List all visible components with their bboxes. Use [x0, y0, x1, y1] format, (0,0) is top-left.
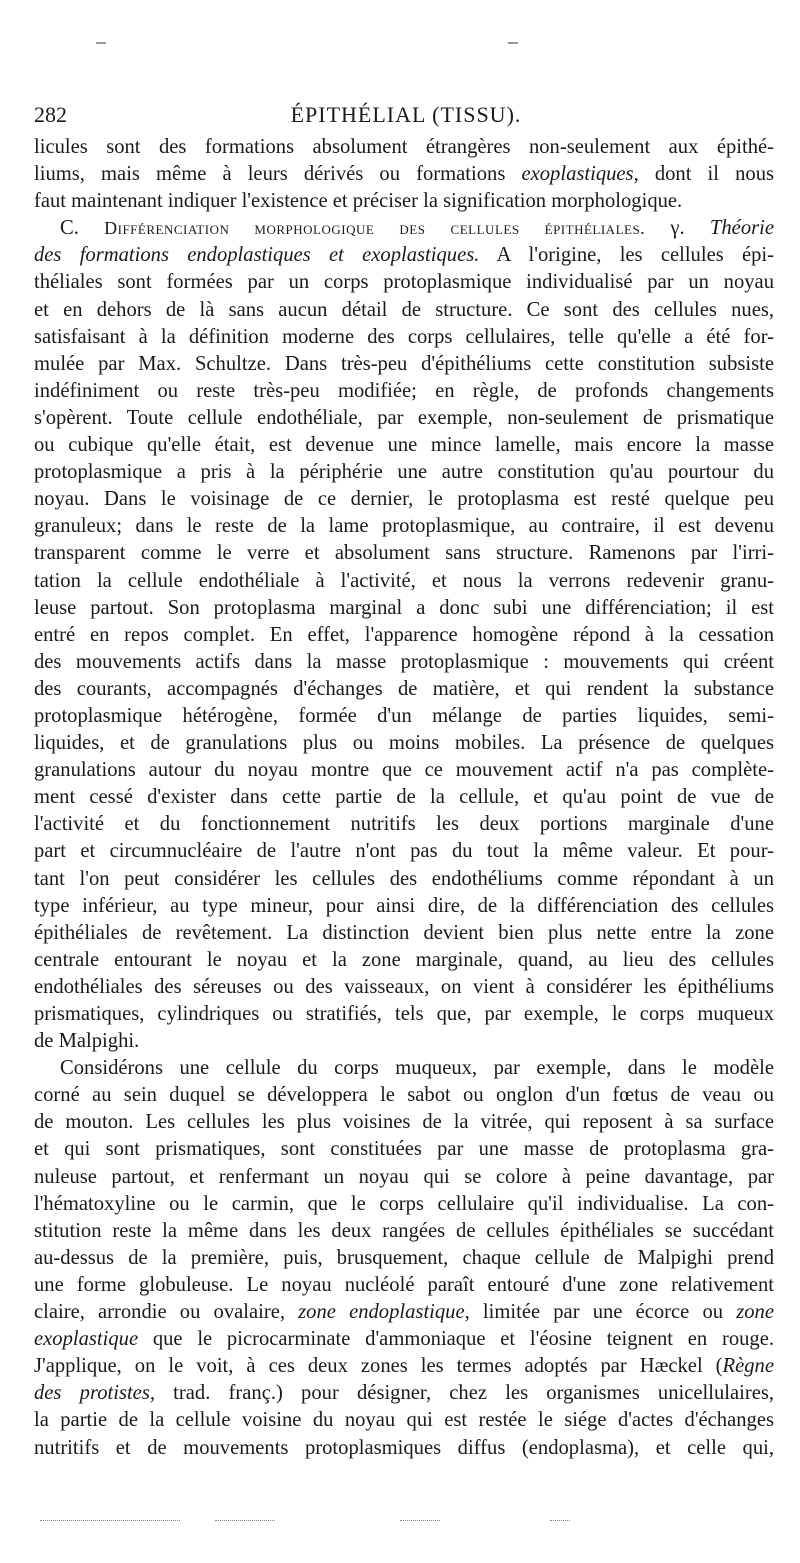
running-head: ÉPITHÉLIAL (TISSU). — [290, 102, 522, 127]
text-line — [34, 784, 774, 811]
text-segment: licules sont des formations absolument étrangères non-seulement aux épithé- — [34, 136, 774, 158]
text-segment: que le picrocarminate d'ammoniaque et l'éosine teignent en rouge. — [138, 1328, 774, 1351]
footer-scan-mark — [215, 1520, 275, 1523]
body-text — [34, 134, 774, 1462]
text-line — [34, 622, 774, 649]
text-line — [34, 405, 774, 432]
text-segment: des mouvements actifs dans la masse protoplasmique : mouvements qui créent — [34, 650, 774, 673]
smallcaps-text: Différenciation morphologique des cellules épithéliales. — [104, 218, 646, 239]
text-segment: la partie de la cellule voisine du noyau qui est restée le siége d'actes d'échanges — [34, 1409, 774, 1432]
text-segment: de mouton. Les cellules les plus voisines de la vitrée, qui reposent à sa surface — [34, 1111, 774, 1134]
text-line — [34, 676, 774, 703]
text-segment: des courants, accompagnés d'échanges de matière, et qui rendent la substance — [34, 677, 774, 700]
text-segment: centrale entourant le noyau et la zone marginale, quand, au lieu des cellules — [34, 948, 774, 971]
text-segment: indéfiniment ou reste très-peu modifiée; en règle, de profonds changements — [34, 379, 774, 402]
text-segment: théliales sont formées par un corps protoplasmique individualisé par un noyau — [34, 271, 774, 294]
text-line — [34, 188, 774, 215]
text-line — [34, 1407, 774, 1434]
text-line — [34, 324, 774, 351]
text-line — [34, 866, 774, 893]
text-line — [34, 1353, 774, 1380]
text-segment: nuleuse partout, et renfermant un noyau qui se colore à peine davantage, par — [34, 1165, 774, 1188]
text-line — [34, 297, 774, 324]
text-segment: noyau. Dans le voisinage de ce dernier, le protoplasma est resté quelque peu — [34, 488, 774, 511]
text-line — [34, 893, 774, 920]
text-segment: A l'origine, les cellules épi- — [479, 244, 774, 267]
text-segment: type inférieur, au type mineur, pour ainsi dire, de la différenciation des cellules — [34, 894, 774, 917]
text-line — [34, 486, 774, 513]
text-line — [34, 1028, 774, 1055]
text-segment: claire, arrondie ou ovalaire, — [34, 1301, 299, 1324]
text-line — [34, 1326, 774, 1353]
footer-scan-mark — [40, 1520, 180, 1523]
text-segment: et en dehors de là sans aucun détail de structure. Ce sont des cellules nues, — [34, 298, 774, 321]
text-line — [34, 134, 774, 161]
text-segment: l'activité et du fonctionnement nutritifs les deux portions marginale d'une — [34, 813, 774, 836]
text-segment: J'applique, on le voit, à ces deux zones les termes adoptés par Hæckel ( — [34, 1355, 723, 1378]
text-segment: une forme globuleuse. Le noyau nucléolé paraît entouré d'une zone relativement — [34, 1273, 774, 1296]
text-segment: stitution reste la même dans les deux rangées de cellules épithéliales se succédant — [34, 1219, 774, 1242]
text-segment: faut maintenant indiquer l'existence et préciser la signification morphologique. — [34, 190, 683, 213]
footer-scan-mark — [550, 1520, 570, 1523]
text-segment: tant l'on peut considérer les cellules des endothéliums comme répondant à un — [34, 867, 774, 890]
text-line — [34, 947, 774, 974]
text-line — [34, 351, 774, 378]
text-segment: l'hématoxyline ou le carmin, que le corps cellulaire qu'il individualise. La con- — [34, 1192, 774, 1215]
text-segment: limitée par une écorce ou — [469, 1301, 737, 1324]
text-line — [34, 1299, 774, 1326]
italic-text: Théorie — [709, 217, 774, 240]
text-line — [34, 378, 774, 405]
text-line — [34, 269, 774, 296]
italic-text: exoplastiques, — [521, 163, 639, 186]
footer-scan-mark — [400, 1520, 440, 1523]
text-line — [34, 1191, 774, 1218]
text-segment: dont il nous — [638, 163, 775, 186]
text-segment: liums, mais même à leurs dérivés ou formations — [34, 163, 522, 186]
text-segment: prismatiques, cylindriques ou stratifiés, tels que, par exemple, le corps muqueux — [34, 1003, 774, 1025]
page-number: 282 — [34, 102, 67, 127]
text-line — [34, 974, 774, 1001]
text-segment: transparent comme le verre et absolument sans structure. Ramenons par l'irri- — [34, 542, 774, 565]
italic-text: zone endoplastique, — [298, 1301, 470, 1324]
text-line — [34, 1164, 774, 1191]
text-segment: épithéliales de revêtement. La distinction devient bien plus nette entre la zone — [34, 921, 774, 944]
text-segment: leuse partout. Son protoplasma marginal a donc subi une différenciation; il est — [34, 596, 774, 619]
text-segment: granuleux; dans le reste de la lame protoplasmique, au contraire, il est devenu — [34, 515, 774, 538]
text-line — [34, 1001, 774, 1028]
italic-text: exoplastique — [34, 1328, 139, 1351]
text-line — [34, 540, 774, 567]
text-segment: entré en repos complet. En effet, l'apparence homogène répond à la cessation — [34, 623, 774, 646]
top-scan-mark — [508, 42, 518, 46]
italic-text: des protistes, — [34, 1382, 155, 1405]
text-segment: trad. franç.) pour désigner, chez les organismes unicellulaires, — [154, 1382, 774, 1405]
text-line — [34, 1218, 774, 1245]
text-segment: corné au sein duquel se développera le sabot ou onglon d'un fœtus de veau ou — [34, 1084, 774, 1107]
text-line — [34, 459, 774, 486]
text-segment: ment cessé d'exister dans cette partie de la cellule, et qu'au point de vue de — [34, 786, 774, 809]
italic-text: zone — [736, 1301, 774, 1324]
text-line — [34, 161, 774, 188]
text-segment: nutritifs et de mouvements protoplasmiques diffus (endoplasma), et celle qui, — [34, 1436, 774, 1459]
text-segment: endothéliales des séreuses ou des vaisseaux, on vient à considérer les épithéliums — [34, 975, 774, 998]
text-line — [34, 838, 774, 865]
text-line — [34, 649, 774, 676]
text-segment: s'opèrent. Toute cellule endothéliale, par exemple, non-seulement de prismatique — [34, 406, 774, 429]
text-line — [34, 811, 774, 838]
text-line — [34, 513, 774, 540]
text-segment: γ. — [645, 217, 710, 240]
text-line — [34, 1055, 774, 1082]
top-scan-mark — [96, 42, 106, 46]
text-line — [34, 920, 774, 947]
page-header — [34, 100, 778, 130]
text-line — [34, 242, 774, 269]
text-segment: protoplasmique a pris à la périphérie une autre constitution qu'au pourtour du — [34, 461, 774, 484]
text-segment: et qui sont prismatiques, sont constituées par une masse de protoplasma gra- — [34, 1138, 774, 1161]
text-line — [34, 1380, 774, 1407]
text-line — [34, 432, 774, 459]
text-line — [34, 1109, 774, 1136]
text-line — [34, 1136, 774, 1163]
text-line — [34, 730, 774, 757]
text-line — [34, 757, 774, 784]
text-segment: part et circumnucléaire de l'autre n'ont pas du tout la même valeur. Et pour- — [34, 840, 774, 863]
text-line — [34, 1272, 774, 1299]
text-segment: de Malpighi. — [34, 1030, 140, 1053]
text-line — [34, 215, 774, 242]
text-segment: tation la cellule endothéliale à l'activité, et nous la verrons redevenir granu- — [34, 569, 774, 592]
italic-text: Règne — [722, 1355, 774, 1378]
text-segment: mulée par Max. Schultze. Dans très-peu d'épithéliums cette constitution subsiste — [34, 352, 774, 375]
text-segment: C. — [60, 217, 105, 240]
text-segment: ou cubique qu'elle était, est devenue une mince lamelle, mais encore la masse — [34, 434, 774, 457]
text-line — [34, 703, 774, 730]
text-line — [34, 568, 774, 595]
text-line — [34, 595, 774, 622]
italic-text: des formations endoplastiques et exoplastiques. — [34, 244, 480, 267]
text-line — [34, 1245, 774, 1272]
text-segment: liquides, et de granulations plus ou moins mobiles. La présence de quelques — [34, 732, 774, 755]
text-line — [34, 1435, 774, 1462]
text-line — [34, 1082, 774, 1109]
text-segment: satisfaisant à la définition moderne des corps cellulaires, telle qu'elle a été for- — [34, 325, 774, 348]
text-segment: protoplasmique hétérogène, formée d'un mélange de parties liquides, semi- — [34, 704, 774, 727]
text-segment: au-dessus de la première, puis, brusquement, chaque cellule de Malpighi prend — [34, 1246, 774, 1269]
text-segment: Considérons une cellule du corps muqueux, par exemple, dans le modèle — [60, 1057, 774, 1080]
text-segment: granulations autour du noyau montre que ce mouvement actif n'a pas complète- — [34, 759, 774, 782]
